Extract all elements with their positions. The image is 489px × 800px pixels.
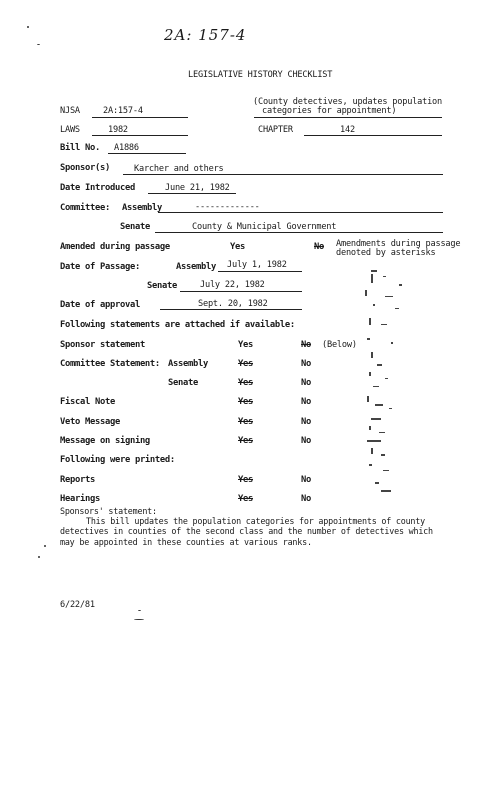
sponsors-value: Karcher and others: [134, 164, 224, 174]
passage-assembly-value: July 1, 1982: [227, 260, 287, 270]
sponsors-label: Sponsor(s): [60, 163, 110, 173]
passage-assembly-underline: [218, 271, 302, 272]
amended-note-line-1: Amendments during passage: [336, 239, 461, 249]
hearings-no: No: [301, 494, 311, 504]
veto-message-yes: Yes: [238, 417, 253, 427]
bill-value: A1886: [114, 143, 139, 153]
scan-mark: [38, 556, 40, 558]
bill-underline: [108, 153, 186, 154]
scan-mark: [134, 619, 144, 620]
committee-assembly-underline: [158, 212, 443, 213]
handwritten-reference: 2A: 157-4: [164, 26, 247, 44]
committee-senate-value: County & Municipal Government: [192, 222, 337, 232]
date-introduced-underline: [148, 193, 236, 194]
sponsor-statement-no: No: [301, 340, 311, 350]
sponsor-statement-line-1: This bill updates the population categories for appointments of county: [86, 516, 425, 526]
njsa-value: 2A:157-4: [103, 106, 143, 116]
committee-statement-senate-yes: Yes: [238, 378, 253, 388]
date-introduced-value: June 21, 1982: [165, 183, 230, 193]
sponsor-statement-heading: Sponsors' statement:: [60, 506, 157, 516]
amended-label: Amended during passage: [60, 242, 170, 252]
amended-no: No: [314, 242, 324, 252]
bill-label: Bill No.: [60, 143, 100, 153]
scan-mark: [37, 44, 40, 45]
committee-assembly-value: -------------: [195, 202, 260, 212]
amended-note-line-2: denoted by asterisks: [336, 248, 436, 258]
scan-artifact: [355, 268, 415, 500]
njsa-underline: [92, 117, 188, 118]
chapter-label: CHAPTER: [258, 125, 293, 135]
committee-statement-senate-no: No: [301, 378, 311, 388]
document-title: LEGISLATIVE HISTORY CHECKLIST: [188, 70, 333, 80]
reports-no: No: [301, 475, 311, 485]
laws-value: 1982: [108, 125, 128, 135]
footer-date: 6/22/81: [60, 600, 95, 610]
sponsor-statement-label: Sponsor statement: [60, 340, 145, 350]
passage-senate-value: July 22, 1982: [200, 280, 265, 290]
amended-yes: Yes: [230, 242, 245, 252]
passage-assembly-label: Assembly: [176, 262, 216, 272]
committee-statement-assembly-yes: Yes: [238, 359, 253, 369]
description-line-1: (County detectives, updates population: [253, 97, 443, 107]
fiscal-note-yes: Yes: [238, 397, 253, 407]
signing-message-no: No: [301, 436, 311, 446]
passage-label: Date of Passage:: [60, 262, 140, 272]
hearings-label: Hearings: [60, 494, 100, 504]
passage-senate-label: Senate: [147, 281, 177, 291]
committee-assembly-label: Assembly: [122, 203, 162, 213]
sponsor-statement-yes: Yes: [238, 340, 253, 350]
approval-value: Sept. 20, 1982: [198, 299, 268, 309]
laws-label: LAWS: [60, 125, 80, 135]
description-underline: [254, 117, 442, 118]
sponsors-underline: [123, 174, 443, 175]
following-printed-heading: Following were printed:: [60, 455, 175, 465]
description-line-2: categories for appointment): [262, 106, 397, 116]
fiscal-note-label: Fiscal Note: [60, 397, 115, 407]
date-introduced-label: Date Introduced: [60, 183, 135, 193]
committee-label: Committee:: [60, 203, 110, 213]
veto-message-label: Veto Message: [60, 417, 120, 427]
scan-mark: [44, 545, 46, 547]
hearings-yes: Yes: [238, 494, 253, 504]
following-attached-heading: Following statements are attached if available:: [60, 320, 295, 330]
committee-statement-assembly-no: No: [301, 359, 311, 369]
signing-message-label: Message on signing: [60, 436, 150, 446]
reports-label: Reports: [60, 475, 95, 485]
fiscal-note-no: No: [301, 397, 311, 407]
sponsor-statement-note: (Below): [322, 340, 357, 350]
scan-mark: [27, 26, 29, 28]
njsa-label: NJSA: [60, 106, 80, 116]
chapter-value: 142: [340, 125, 355, 135]
committee-statement-senate-label: Senate: [168, 378, 198, 388]
passage-senate-underline: [180, 291, 302, 292]
committee-senate-underline: [155, 232, 443, 233]
signing-message-yes: Yes: [238, 436, 253, 446]
scan-mark: [138, 610, 141, 611]
approval-underline: [160, 309, 302, 310]
committee-statement-assembly-label: Assembly: [168, 359, 208, 369]
laws-underline: [92, 135, 188, 136]
veto-message-no: No: [301, 417, 311, 427]
committee-statement-label: Committee Statement:: [60, 359, 160, 369]
chapter-underline: [304, 135, 442, 136]
sponsor-statement-line-2: detectives in counties of the second class and the number of detectives which: [60, 526, 433, 536]
committee-senate-label: Senate: [120, 222, 150, 232]
sponsor-statement-line-3: may be appointed in these counties at various ranks.: [60, 537, 312, 547]
reports-yes: Yes: [238, 475, 253, 485]
approval-label: Date of approval: [60, 300, 140, 310]
